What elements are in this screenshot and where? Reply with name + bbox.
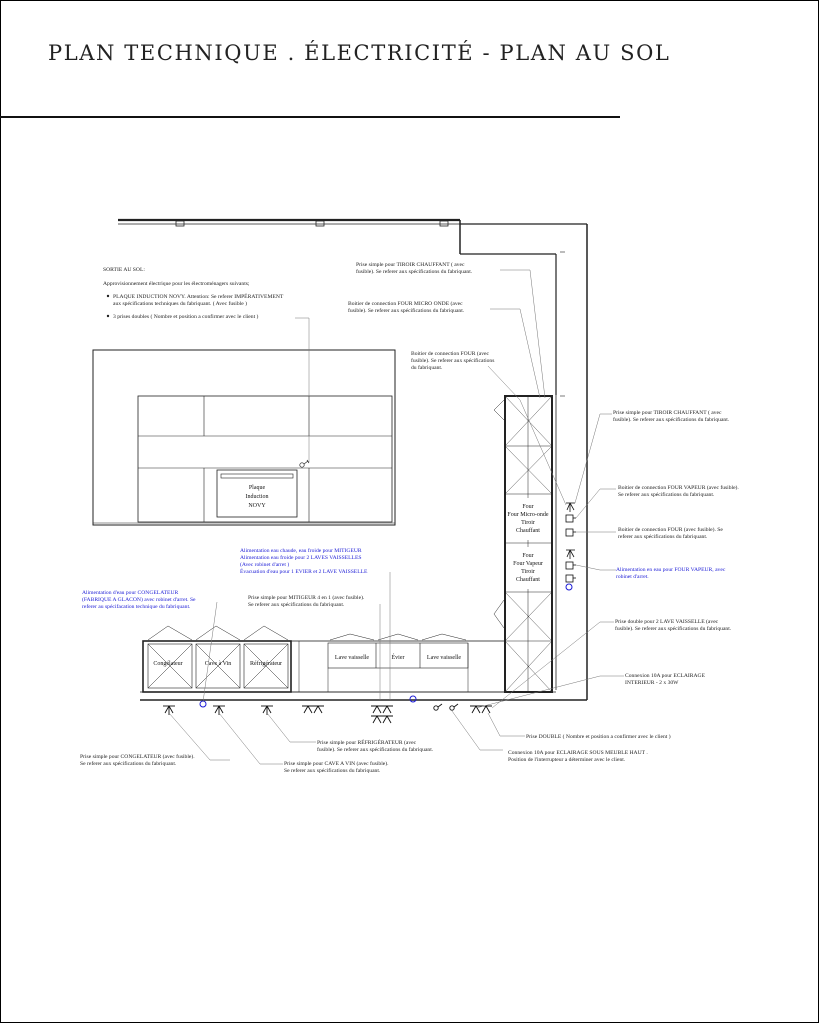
svg-text:fusible). Se referer aux spéci: fusible). Se referer aux spécifications (411, 358, 495, 364)
svg-text:fusible). Se referer aux spéci: fusible). Se referer aux spécifications du fabriquant. (348, 308, 465, 314)
note-four-right (618, 526, 723, 540)
svg-text:Prise simple pour RÉFRIGÉRATEU: Prise simple pour RÉFRIGÉRATEUR (avec (317, 740, 417, 746)
svg-text:robinet d'arret.: robinet d'arret. (616, 574, 649, 580)
svg-text:fusible). Se referer aux spéci: fusible). Se referer aux spécifications du fabriquant. (317, 747, 434, 753)
svg-text:referer au spécifacation techn: referer au spécifacation technique du fabriquant. (82, 604, 191, 610)
kitchen-island (93, 350, 395, 525)
label-evier: Évier (391, 655, 405, 661)
svg-text:Alimentation d'eau pour CONGEL: Alimentation d'eau pour CONGELATEUR (82, 590, 179, 596)
walls (118, 220, 587, 700)
tall-column (494, 396, 552, 692)
outlet-double-icon (470, 706, 492, 713)
outlet-tiroir-icon (566, 503, 575, 512)
sortie-bullet1-line1: PLAQUE INDUCTION NOVY. Attention: Se referer IMPÉRATIVEMENT (113, 294, 284, 300)
note-alimentation-eau (240, 547, 368, 575)
svg-text:Alimentation en eau pour FOUR: Alimentation en eau pour FOUR VAPEUR, avec (616, 567, 726, 573)
note-refrigerateur (317, 738, 434, 753)
svg-text:Prise simple pour TIROIR CHAUF: Prise simple pour TIROIR CHAUFFANT ( avec (356, 262, 465, 268)
label-refrigerateur: Réfrigérateur (250, 661, 282, 667)
svg-text:Se referer aux spécifications: Se referer aux spécifications du fabriquant. (80, 761, 177, 767)
svg-text:INTERIEUR - 2 x 30W: INTERIEUR - 2 x 30W (625, 680, 679, 686)
col1-line3: Tiroir (521, 520, 535, 526)
outlet-single-icon (213, 706, 225, 715)
svg-text:Se referer aux spécifications: Se referer aux spécifications du fabriquant. (248, 602, 345, 608)
svg-text:du fabriquant.: du fabriquant. (411, 365, 443, 371)
svg-text:Boitier de connection FOUR VAP: Boitier de connection FOUR VAPEUR (avec fusible). (618, 485, 739, 491)
svg-text:Prise simple pour TIROIR CHAUF: Prise simple pour TIROIR CHAUFFANT ( avec (613, 410, 722, 416)
svg-text:Prise double pour 2 LAVE VAISS: Prise double pour 2 LAVE VAISSELLE (avec (615, 619, 719, 625)
col1-line2: Four Micro-onde (507, 512, 549, 518)
label-congelateur: Congélateur (153, 661, 183, 667)
svg-text:Boitier de connection FOUR (av: Boitier de connection FOUR (avec fusible). Se (618, 527, 723, 533)
note-four-top (411, 350, 494, 371)
annotations (80, 261, 739, 774)
sortie-bullet1-line2: aux spécifications techniques du fabriquant. ( Avec fusible ) (113, 301, 247, 307)
plaque-line3: NOVY (248, 503, 266, 509)
floor-outlet-icon (300, 460, 309, 467)
col2-line1: Four (522, 553, 534, 559)
svg-text:Alimentation eau froide pour 2: Alimentation eau froide pour 2 LAVES VAISSELLES (240, 555, 362, 561)
note-tiroir-top (356, 261, 473, 275)
sortie-au-sol-notes (103, 267, 284, 320)
note-mitigeur (248, 594, 365, 608)
note-congelateur-eau (82, 590, 196, 610)
svg-text:Se referer aux spécifications: Se referer aux spécifications du fabriquant. (284, 768, 381, 774)
sortie-bullet2: 3 prises doubles ( Nombre et position a confirmer avec le client ) (113, 314, 259, 320)
light-connection-icon (434, 704, 442, 710)
plaque-line2: Induction (245, 494, 269, 500)
svg-text:referer aux spécifications du: referer aux spécifications du fabriquant. (618, 534, 708, 540)
svg-text:fusible). Se referer aux spéci: fusible). Se referer aux spécifications du fabriquant. (613, 417, 730, 423)
svg-text:Prise simple pour MITIGEUR 4 e: Prise simple pour MITIGEUR 4 en 1 (avec fusible). (248, 595, 365, 601)
note-micro-onde (348, 300, 465, 314)
svg-text:Prise simple pour CONGELATEUR: Prise simple pour CONGELATEUR (avec fusible). (80, 754, 195, 760)
label-lave-vaisselle-1: Lave vaisselle (334, 655, 370, 661)
note-tiroir-right (613, 409, 730, 423)
outlet-double-icon (302, 706, 324, 713)
outlet-single-icon (163, 706, 175, 715)
col1-line4: Chauffant (516, 528, 540, 534)
note-eclairage-interieur (625, 673, 706, 686)
svg-text:Boitier de connection FOUR MIC: Boitier de connection FOUR MICRO ONDE (avec (348, 301, 463, 307)
water-supply-icon (566, 584, 572, 590)
svg-text:Se referer aux spécifications: Se referer aux spécifications du fabriquant. (618, 492, 715, 498)
svg-text:fusible). Se referer aux spéci: fusible). Se referer aux spécifications du fabriquant. (615, 626, 732, 632)
col2-line2: Four Vapeur (513, 561, 543, 567)
col2-line3: Tiroir (521, 569, 535, 575)
svg-text:Alimentation eau chaude, eau f: Alimentation eau chaude, eau froide pour MITIGEUR (240, 548, 362, 554)
page-title: PLAN TECHNIQUE . ÉLECTRICITÉ - PLAN AU SOL (48, 41, 671, 65)
sortie-intro: Approvisionnement électrique pour les électroménagers suivants; (103, 281, 250, 287)
sortie-heading: SORTIE AU SOL: (103, 267, 145, 273)
svg-text:Évacuation d'eau pour 1 EVIER: Évacuation d'eau pour 1 EVIER et 2 LAVE VAISSELLE (240, 569, 368, 575)
junction-box-icon (566, 515, 576, 522)
bottom-wall-symbols (163, 704, 492, 723)
svg-text:fusible). Se referer aux spéci: fusible). Se referer aux spécifications du fabriquant. (356, 269, 473, 275)
label-lave-vaisselle-2: Lave vaisselle (426, 655, 462, 661)
note-lave-double (615, 618, 732, 632)
col1-line1: Four (522, 504, 534, 510)
svg-text:Connexion 10A pour ECLAIRAGE: Connexion 10A pour ECLAIRAGE (625, 673, 706, 679)
outlet-double-icon (371, 716, 393, 723)
outlet-double-icon (371, 706, 393, 713)
svg-text:Connexion 10A pour ECLAIRAGE S: Connexion 10A pour ECLAIRAGE SOUS MEUBLE HAUT . (508, 750, 648, 756)
note-vapeur (618, 484, 739, 498)
note-congelateur-prise (80, 753, 195, 767)
junction-box-icon (566, 575, 576, 582)
outlet-tiroir-icon (566, 550, 575, 559)
svg-text:(Avec robinet d'arret ): (Avec robinet d'arret ) (240, 562, 290, 568)
plaque-label (246, 485, 269, 509)
svg-text:Position de l'interrupteur a d: Position de l'interrupteur a déterminer avec le client. (508, 757, 626, 763)
svg-text:Prise simple pour CAVE A VIN (: Prise simple pour CAVE A VIN (avec fusible). (284, 761, 389, 767)
right-wall-symbols (566, 503, 576, 582)
svg-text:Boitier de connection FOUR (av: Boitier de connection FOUR (avec (411, 351, 489, 357)
note-eau-vapeur (616, 567, 726, 580)
note-prise-double (526, 733, 671, 740)
bottom-appliance-labels (153, 653, 461, 667)
water-supply-evier-icon (410, 696, 416, 702)
note-eclairage-sous (508, 750, 648, 763)
svg-text:(FABRIQUE A GLACON) avec robin: (FABRIQUE A GLACON) avec robinet d'arret. Se (82, 597, 196, 603)
note-cave-vin (284, 760, 389, 774)
junction-box-icon (566, 562, 576, 569)
label-cave-a-vin: Cave à Vin (204, 661, 232, 667)
outlet-single-icon (261, 706, 273, 715)
junction-box-icon (566, 529, 576, 536)
svg-text:Prise DOUBLE ( Nombre et posit: Prise DOUBLE ( Nombre et position a confirmer avec le client ) (526, 734, 671, 740)
light-connection-icon (450, 704, 458, 710)
plaque-line1: Plaque (248, 485, 266, 491)
col2-line4: Chauffant (516, 577, 540, 583)
